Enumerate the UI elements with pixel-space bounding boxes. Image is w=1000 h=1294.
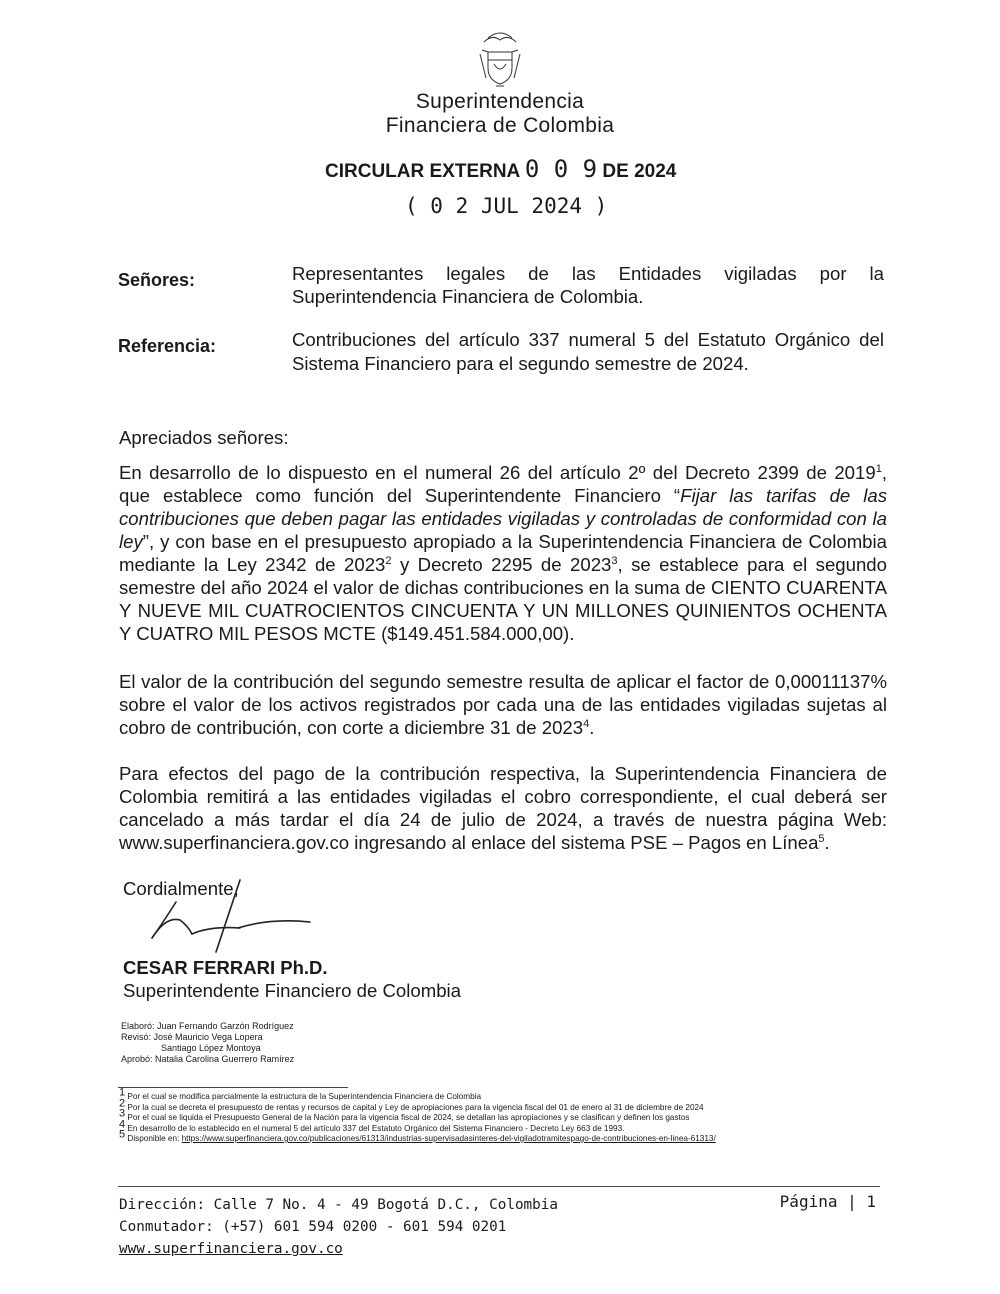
- footer-divider: [118, 1186, 880, 1187]
- footer-contact: [119, 1194, 558, 1260]
- footnote-2: $^2$ Por la cual se decreta el presupuesto de rentas y recursos de capital y Ley de apropiaciones para la vigencia fiscal del 01 de enero al 31 de diciembre de 2024: [119, 1096, 704, 1112]
- referencia-label: Referencia:: [118, 336, 217, 356]
- paragraph-3: Para efectos del pago de la contribución respectiva, la Superintendencia Financiera de Colombia remitirá a las entidades vigiladas el cobro correspondiente, el cual deberá ser cancelado a más tardar el día 24 de julio de 2024, a través de nuestra página Web: www.superfinanciera.gov.co ingresando al enlace del sistema PSE – Pagos en Línea$^5$.: [119, 763, 887, 853]
- reviso-2: Santiago López Montoya: [161, 1043, 261, 1053]
- coat-of-arms-seal: [470, 28, 530, 90]
- signer-name: CESAR FERRARI Ph.D.: [123, 957, 328, 978]
- reviso: Revisó: José Mauricio Vega Lopera: [121, 1032, 263, 1042]
- page-number: Página | 1: [779, 1192, 876, 1211]
- approvals: [121, 1021, 294, 1065]
- aprobo: Aprobó: Natalia Carolina Guerrero Ramírez: [121, 1054, 295, 1064]
- footnotes: [119, 1086, 879, 1145]
- footnote-5-link[interactable]: https://www.superfinanciera.gov.co/publicaciones/61313/industrias-supervisadasinteres-del-vigiladotramitespago-de-contribuciones-en-linea-61313/: [181, 1134, 716, 1143]
- referencia-line2: Sistema Financiero para el segundo semestre de 2024.: [292, 353, 749, 374]
- paragraph-2: El valor de la contribución del segundo semestre resulta de aplicar el factor de 0,00011137% sobre el valor de los activos registrados por cada una de las entidades vigiladas sujetas al cobro de contribución, con corte a diciembre 31 de 2023$^4$.: [119, 671, 887, 738]
- date-stamp: ( 0 2 JUL 2024 ): [405, 194, 608, 218]
- circular-title: CIRCULAR EXTERNA: [325, 161, 520, 182]
- footnote-ref-3: 3: [611, 554, 618, 567]
- circular-number-stamp: 0 0 9: [524, 155, 598, 183]
- footnote-1: $^1$ Por el cual se modifica parcialmente la estructura de la Superintendencia Financiera de Colombia: [119, 1086, 482, 1101]
- footnote-ref-1: 1: [875, 462, 882, 475]
- footnote-5: $^5$ Disponible en: https://www.superfinanciera.gov.co/publicaciones/61313/industrias-supervisadasinteres-del-vigiladotramitespago-de-contribuciones-en-linea-61313/: [119, 1128, 716, 1143]
- senores-line1: Representantes legales de las Entidades vigiladas por la: [292, 263, 884, 284]
- footnote-ref-4: 4: [583, 717, 590, 730]
- footer-web-link[interactable]: www.superfinanciera.gov.co: [119, 1241, 343, 1257]
- footnote-divider: [118, 1087, 348, 1088]
- footnote-4: $^4$ En desarrollo de lo establecido en el numeral 5 del artículo 337 del Estatuto Orgánico del Sistema Financiero - Decreto Ley 663 de 1993.: [119, 1117, 625, 1133]
- footer-address: Dirección: Calle 7 No. 4 - 49 Bogotá D.C., Colombia: [119, 1197, 558, 1213]
- circular-year: DE 2024: [602, 161, 677, 182]
- senores-line2: Superintendencia Financiera de Colombia.: [292, 286, 644, 307]
- closing: Cordialmente,: [123, 878, 239, 899]
- org-name-line1: Superintendencia: [415, 90, 585, 113]
- org-name-line2: Financiera de Colombia: [385, 114, 615, 137]
- elaboro: Elaboró: Juan Fernando Garzón Rodríguez: [121, 1021, 294, 1031]
- circular-heading: [325, 155, 676, 183]
- senores-label: Señores:: [118, 270, 196, 290]
- salutation: Apreciados señores:: [119, 427, 289, 448]
- quoted-function: Fijar las tarifas de las contribuciones que deben pagar las entidades vigiladas y controladas de conformidad con la ley: [119, 485, 887, 552]
- referencia-line1: Contribuciones del artículo 337 numeral 5 del Estatuto Orgánico del: [292, 329, 884, 350]
- footnote-ref-2: 2: [385, 554, 392, 567]
- handwritten-signature: [140, 876, 320, 956]
- footer-phone: Conmutador: (+57) 601 594 0200 - 601 594 0201: [119, 1219, 507, 1235]
- signer-title: Superintendente Financiero de Colombia: [123, 980, 462, 1001]
- footnote-3: $^3$ Por el cual se liquida el Presupuesto General de la Nación para la vigencia fiscal de 2024, se detallan las apropiaciones y se clasifican y definen los gastos: [119, 1107, 690, 1122]
- footnote-ref-5: 5: [818, 832, 825, 845]
- paragraph-1: En desarrollo de lo dispuesto en el numeral 26 del artículo 2º del Decreto 2399 de 2019$^1$, que establece como función del Superintendente Financiero “Fijar las tarifas de las contribuciones que deben pagar las entidades vigiladas y controladas de conformidad con la ley”, y con base en el presupuesto apropiado a la Superintendencia Financiera de Colombia mediante la Ley 2342 de 2023$^2$ y Decreto 2295 de 2023$^3$, se establece para el segundo semestre del año 2024 el valor de dichas contribuciones en la suma de CIENTO CUARENTA Y NUEVE MIL CUATROCIENTOS CINCUENTA Y UN MILLONES QUINIENTOS OCHENTA Y CUATRO MIL PESOS MCTE ($149.451.584.000,00).: [119, 462, 887, 644]
